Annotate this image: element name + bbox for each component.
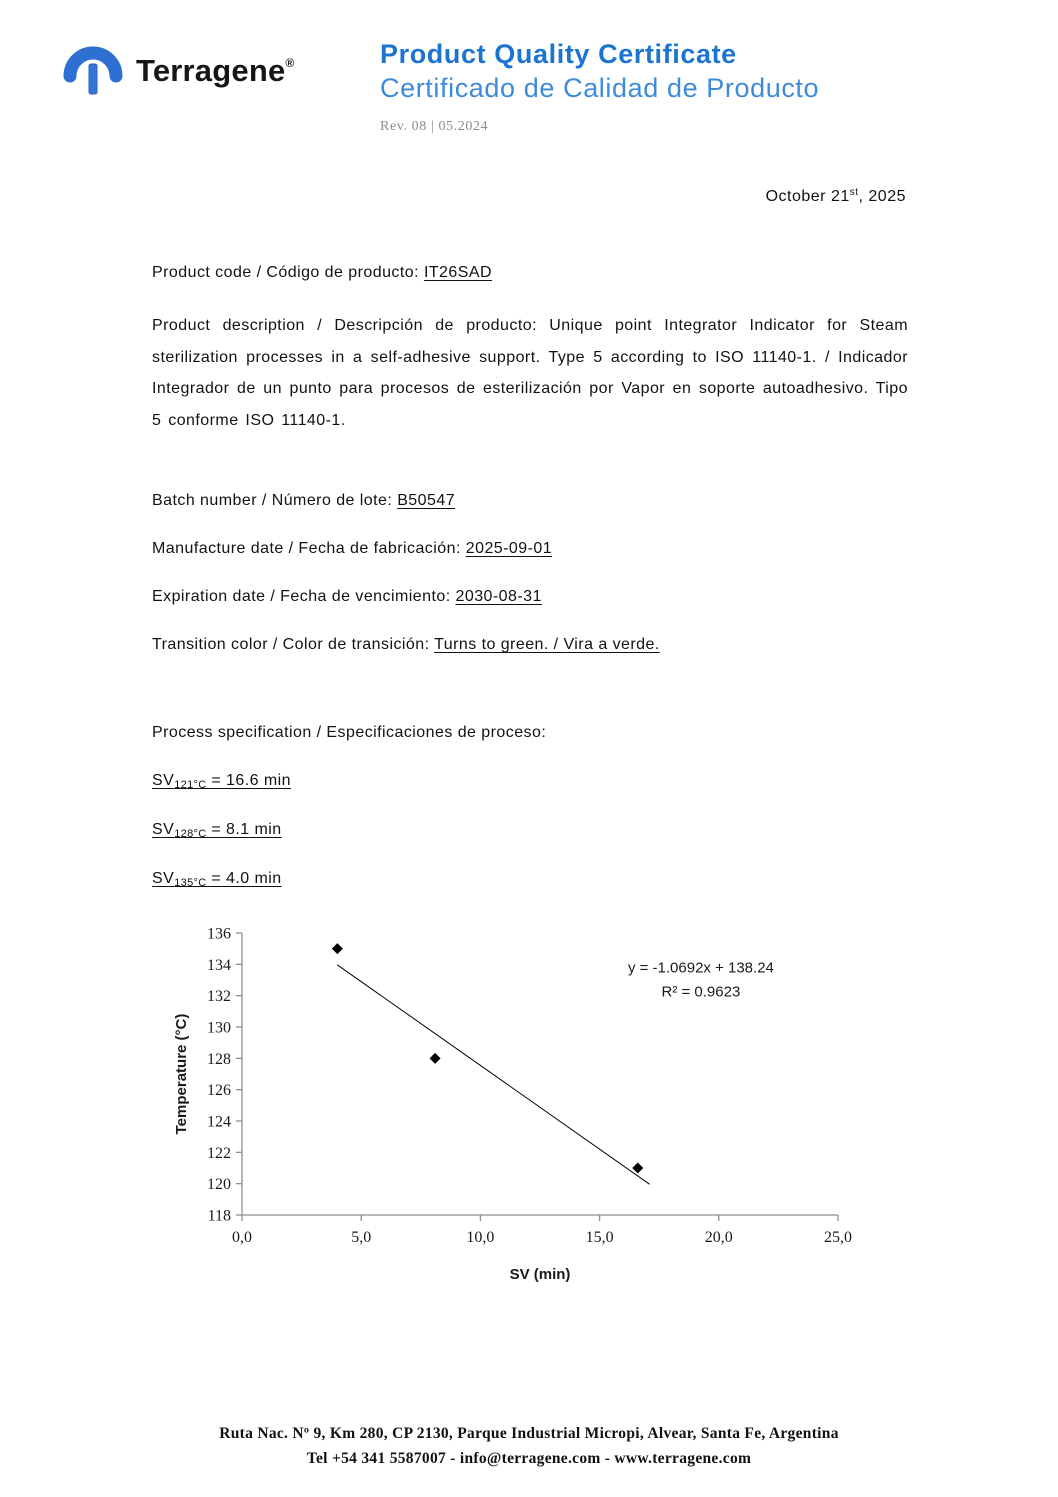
expiration-date-label: Expiration date / Fecha de vencimiento: <box>152 588 451 605</box>
x-axis-title: SV (min) <box>509 1266 571 1283</box>
x-tick-label: 5,0 <box>351 1229 372 1246</box>
transition-color-label: Transition color / Color de transición: <box>152 636 430 653</box>
batch-number-row <box>152 492 908 510</box>
product-code-row <box>152 264 908 282</box>
y-axis-title: Temperature (°C) <box>173 1013 190 1135</box>
trendline <box>337 965 649 1184</box>
footer <box>0 1421 1058 1471</box>
sv-value-135 <box>152 870 908 889</box>
terragene-arch-icon <box>62 38 124 104</box>
date-suffix: , 2025 <box>858 188 906 205</box>
sv-subscript: 121°C <box>174 779 207 791</box>
sv-temperature-chart <box>170 919 1058 1296</box>
y-tick-label: 126 <box>207 1082 231 1100</box>
sv-base: SV <box>152 870 175 887</box>
manufacture-date-row <box>152 540 908 558</box>
product-code-value: IT26SAD <box>423 264 493 281</box>
sv-value-128 <box>152 821 908 840</box>
y-tick-label: 134 <box>207 956 231 974</box>
product-description-value: Unique point Integrator Indicator for Steam sterilization processes in a self-adhesive support. Type 5 according to ISO 11140-1. / Indicador Integrador de un punto para procesos de esterilización por Vapor en soporte autoadhesivo. Tipo 5 conforme ISO 11140-1. <box>152 317 908 429</box>
y-tick-label: 132 <box>207 988 231 1006</box>
product-description-label: Product description / Descripción de producto: <box>152 317 537 334</box>
terragene-logo <box>62 38 310 104</box>
document-date <box>0 187 906 206</box>
sv-subscript: 135°C <box>174 877 207 889</box>
footer-address: Ruta Nac. Nº 9, Km 280, CP 2130, Parque Industrial Micropi, Alvear, Santa Fe, Argentina <box>219 1425 839 1442</box>
transition-color-row <box>152 636 908 654</box>
y-tick-label: 118 <box>207 1207 231 1225</box>
sv-result: = 16.6 min <box>206 772 292 789</box>
title-block <box>380 38 819 135</box>
scatter-plot <box>170 919 860 1291</box>
date-prefix: October 21 <box>765 188 850 205</box>
expiration-date-row <box>152 588 908 606</box>
sv-base: SV <box>152 772 175 789</box>
data-point <box>632 1163 643 1174</box>
brand-name <box>136 53 294 89</box>
batch-number-label: Batch number / Número de lote: <box>152 492 393 509</box>
brand-text: Terragene <box>136 53 286 88</box>
data-point <box>430 1053 441 1064</box>
y-tick-label: 130 <box>207 1019 231 1037</box>
y-tick-label: 136 <box>207 925 231 943</box>
sv-result: = 4.0 min <box>206 870 282 887</box>
page-title-en: Product Quality Certificate <box>380 39 737 69</box>
header <box>0 0 1058 135</box>
revision-label: Rev. 08 | 05.2024 <box>380 119 489 134</box>
y-tick-label: 122 <box>207 1144 231 1162</box>
product-description-row <box>152 310 908 436</box>
sv-value-121 <box>152 772 908 791</box>
sv-base: SV <box>152 821 175 838</box>
expiration-date-value: 2030-08-31 <box>455 588 542 605</box>
transition-color-value: Turns to green. / Vira a verde. <box>434 636 660 653</box>
y-tick-label: 128 <box>207 1050 231 1068</box>
trendline-equation: y = -1.0692x + 138.24 <box>627 959 774 977</box>
x-tick-label: 15,0 <box>585 1229 614 1246</box>
certificate-body <box>152 264 908 889</box>
x-tick-label: 25,0 <box>824 1229 852 1246</box>
sv-result: = 8.1 min <box>206 821 282 838</box>
sv-subscript: 128°C <box>174 828 207 840</box>
y-tick-label: 124 <box>207 1113 231 1131</box>
data-point <box>332 943 343 954</box>
date-ordinal: st <box>849 187 859 198</box>
product-code-label: Product code / Código de producto: <box>152 264 420 281</box>
footer-contact: Tel +54 341 5587007 - info@terragene.com - www.terragene.com <box>306 1450 752 1467</box>
x-tick-label: 20,0 <box>704 1229 733 1246</box>
manufacture-date-value: 2025-09-01 <box>465 540 553 557</box>
registered-mark: ® <box>285 56 295 70</box>
y-tick-label: 120 <box>207 1176 231 1194</box>
x-tick-label: 0,0 <box>232 1229 252 1246</box>
page-title-es: Certificado de Calidad de Producto <box>380 73 820 103</box>
trendline-r2: R² = 0.9623 <box>661 983 741 1001</box>
process-spec-heading: Process specification / Especificaciones de proceso: <box>152 724 547 741</box>
x-tick-label: 10,0 <box>466 1229 495 1246</box>
batch-number-value: B50547 <box>397 492 456 509</box>
manufacture-date-label: Manufacture date / Fecha de fabricación: <box>152 540 461 557</box>
